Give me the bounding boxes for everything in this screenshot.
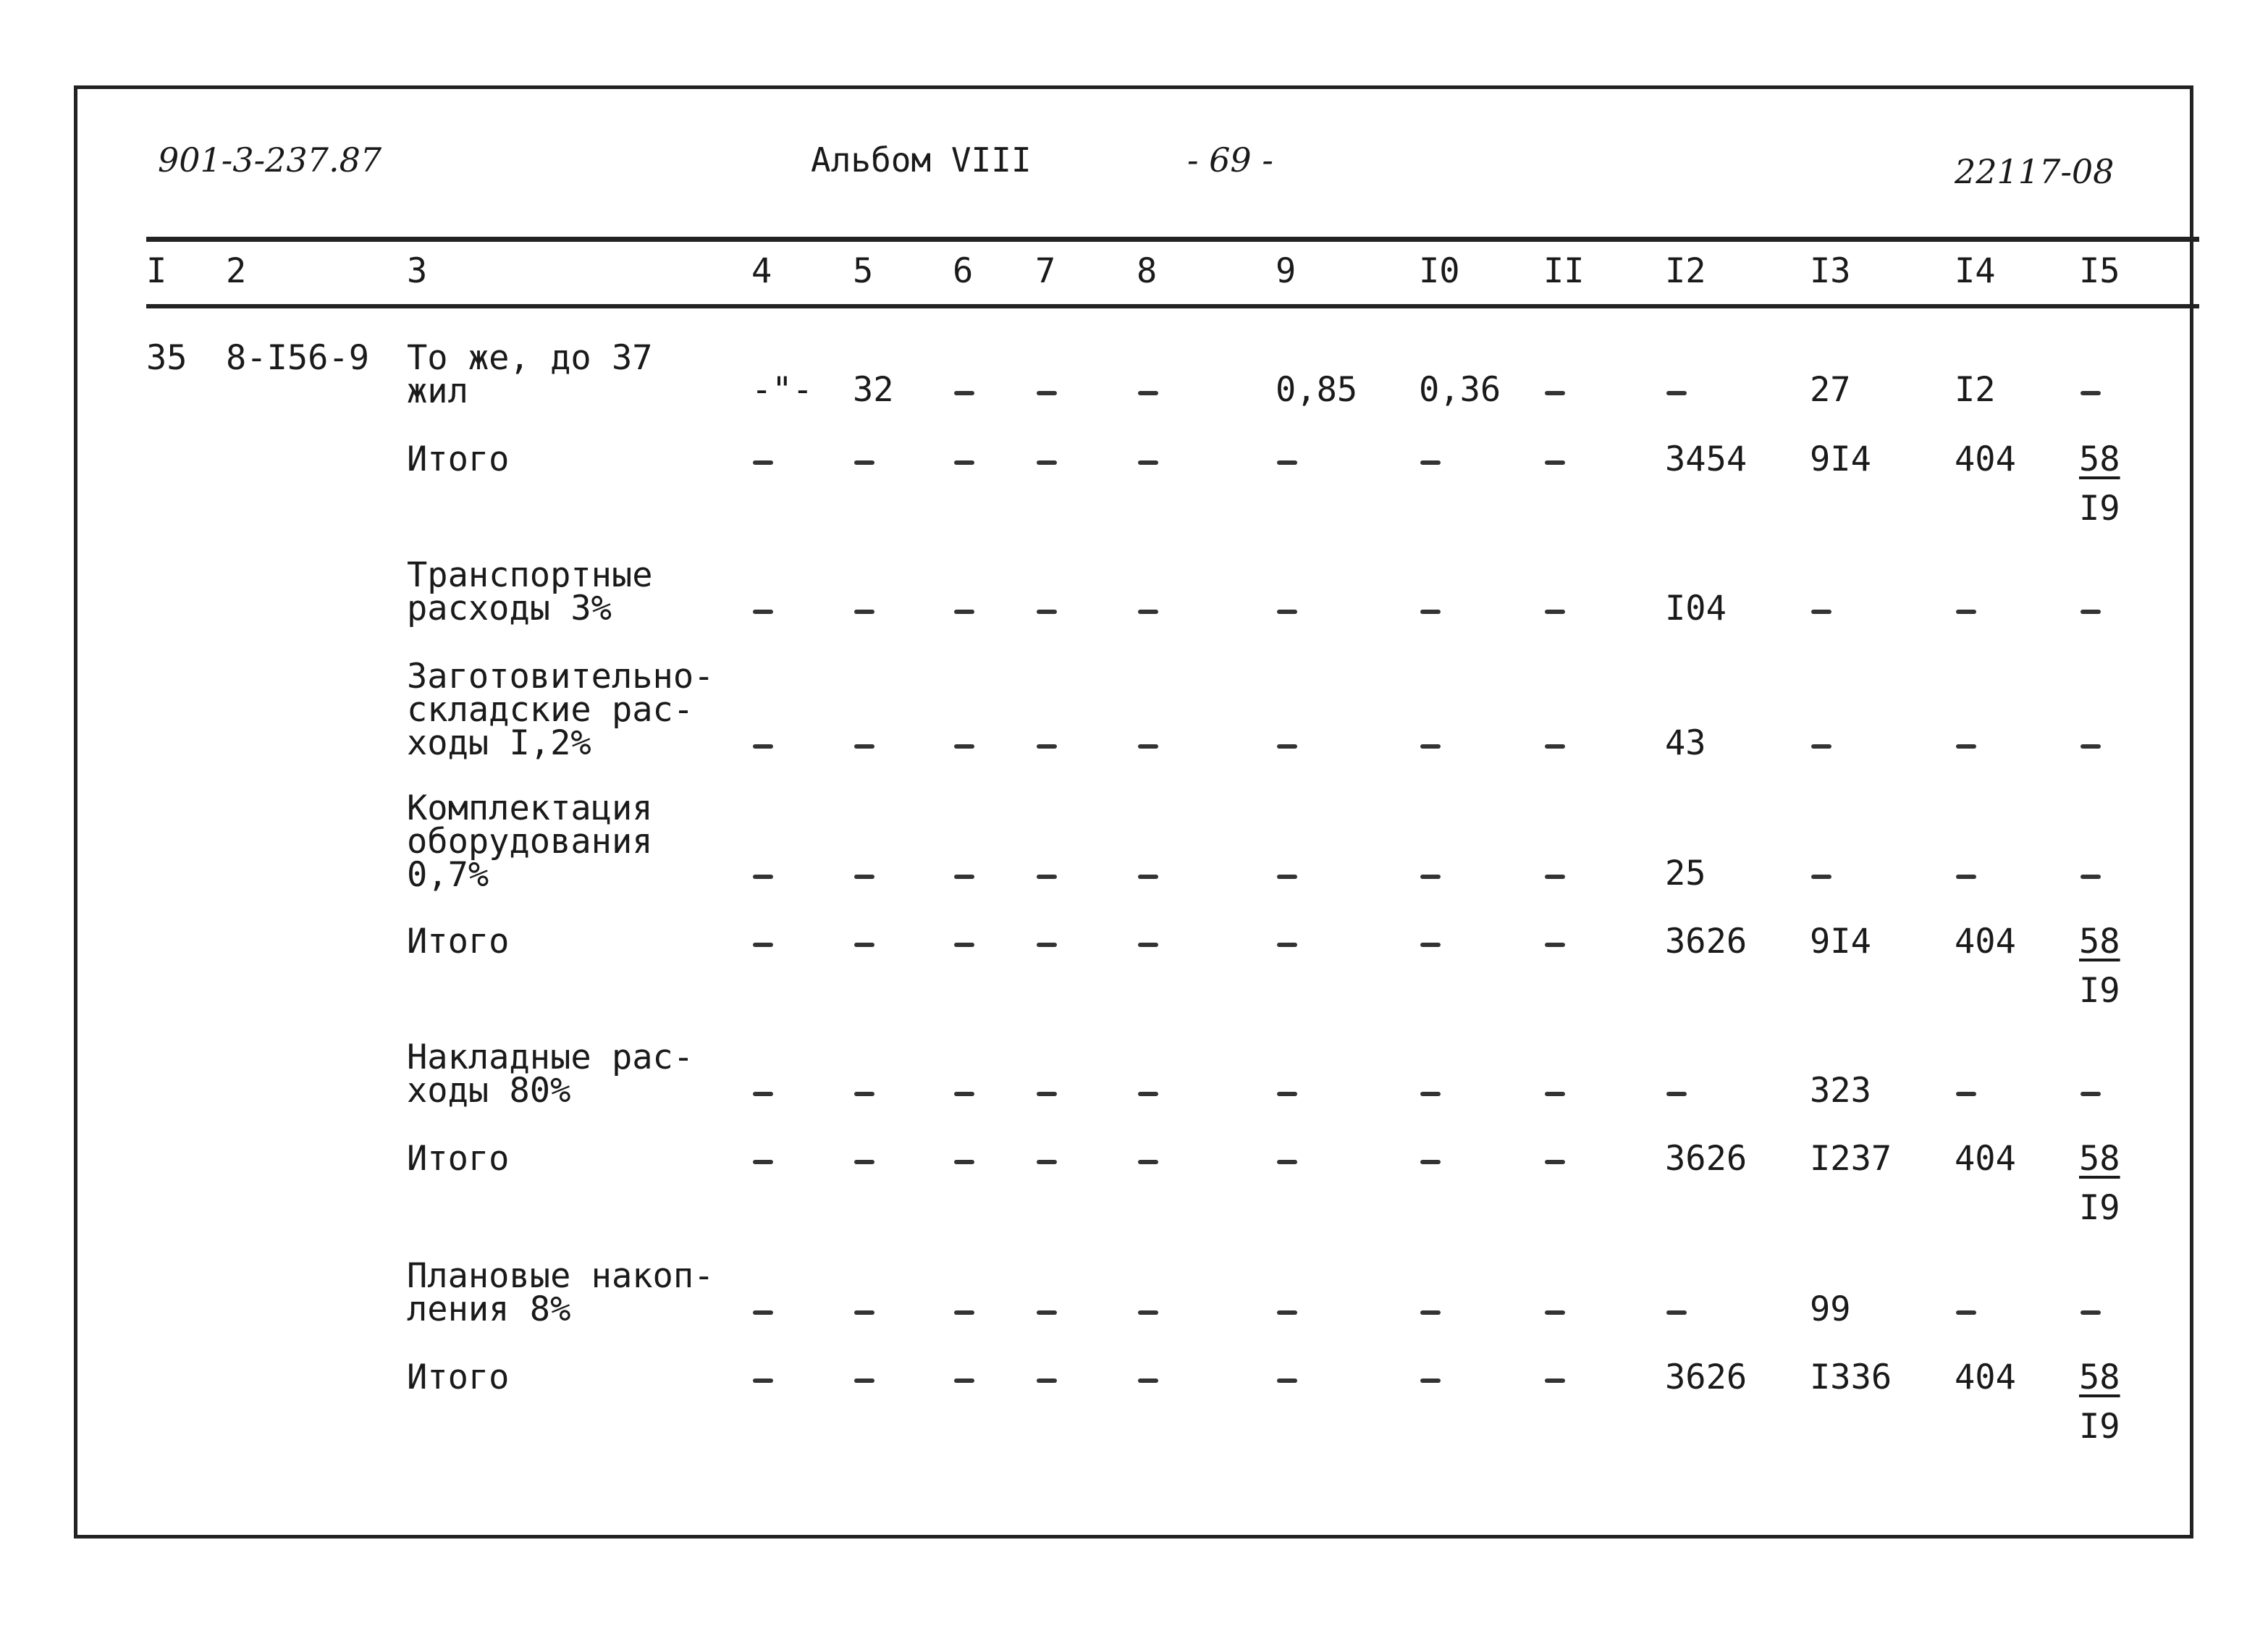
empty-value-dash [1545,744,1565,749]
empty-value-dash [854,610,874,614]
fraction-denominator: I9 [2079,1188,2120,1228]
empty-value-dash [1811,744,1831,749]
empty-value-dash [1545,1378,1565,1383]
empty-value-dash [1037,943,1057,947]
empty-value-dash [1277,610,1297,614]
cell-col-13: 9I4 [1810,922,1871,961]
row-description: То же, до 37 жил [407,338,653,411]
empty-value-dash [1138,610,1158,614]
cell-col-12: 3626 [1665,922,1748,961]
empty-value-dash [854,1310,874,1315]
cell-col-12: 3626 [1665,1358,1748,1397]
empty-value-dash [854,460,874,465]
row-description: Итого [407,1358,510,1397]
empty-value-dash [1545,391,1565,395]
row-description: Итого [407,922,510,961]
empty-value-dash [1138,391,1158,395]
cell-col-10: 0,36 [1419,370,1501,410]
empty-value-dash [1138,1160,1158,1164]
row-description: Итого [407,1139,510,1179]
album-title: Альбом VIII [811,140,1032,180]
empty-value-dash [954,1092,974,1096]
empty-value-dash [1420,744,1441,749]
row-description: Итого [407,439,510,479]
column-header-5: 5 [853,251,874,291]
column-header-12: I2 [1665,251,1706,291]
row-description: Транспортные расходы 3% [407,555,653,628]
row-description: Заготовительно- складские рас- ходы I,2% [407,657,714,763]
empty-value-dash [1420,460,1441,465]
empty-value-dash [1666,391,1687,395]
header-rule-bottom [146,304,2199,308]
column-header-14: I4 [1955,251,1996,291]
empty-value-dash [753,1160,773,1164]
cell-col-12: 25 [1665,854,1706,893]
header-rule-top [146,237,2199,242]
empty-value-dash [1138,875,1158,879]
empty-value-dash [2081,875,2101,879]
empty-value-dash [1138,1310,1158,1315]
fraction-denominator: I9 [2079,489,2120,529]
cell-col-12: 43 [1665,723,1706,763]
empty-value-dash [1811,875,1831,879]
empty-value-dash [954,1310,974,1315]
empty-value-dash [753,1378,773,1383]
cell-col-14: 404 [1955,1358,2016,1397]
empty-value-dash [1277,744,1297,749]
cell-col-14: 404 [1955,439,2016,479]
empty-value-dash [2081,1092,2101,1096]
column-header-6: 6 [953,251,974,291]
fraction-numerator: 58 [2079,1358,2120,1397]
fraction-value [2079,439,2120,529]
row-description: Накладные рас- ходы 80% [407,1037,694,1111]
empty-value-dash [1420,610,1441,614]
column-header-3: 3 [407,251,428,291]
row-code: 8-I56-9 [226,338,370,378]
cell-col-13: 27 [1810,370,1851,410]
empty-value-dash [1037,744,1057,749]
empty-value-dash [1956,744,1976,749]
empty-value-dash [1037,391,1057,395]
fraction-denominator: I9 [2079,1407,2120,1447]
fraction-value [2079,1139,2120,1228]
empty-value-dash [1420,1092,1441,1096]
empty-value-dash [1956,875,1976,879]
empty-value-dash [1037,1160,1057,1164]
empty-value-dash [1420,875,1441,879]
cell-col-14: I2 [1955,370,1996,410]
fraction-denominator: I9 [2079,971,2120,1011]
empty-value-dash [854,1092,874,1096]
empty-value-dash [1138,460,1158,465]
cell-col-12: 3454 [1665,439,1748,479]
empty-value-dash [753,943,773,947]
empty-value-dash [854,1378,874,1383]
column-header-2: 2 [226,251,247,291]
fraction-value [2079,922,2120,1011]
empty-value-dash [1545,1310,1565,1315]
cell-col-4: -"- [751,370,813,410]
empty-value-dash [1545,1092,1565,1096]
empty-value-dash [1545,943,1565,947]
empty-value-dash [854,744,874,749]
empty-value-dash [1037,1378,1057,1383]
empty-value-dash [1420,1378,1441,1383]
empty-value-dash [2081,610,2101,614]
inventory-number: 22117-08 [1955,152,2115,191]
fraction-numerator: 58 [2079,1139,2120,1179]
empty-value-dash [753,744,773,749]
empty-value-dash [753,610,773,614]
fraction-numerator: 58 [2079,922,2120,961]
cell-col-9: 0,85 [1276,370,1358,410]
empty-value-dash [1420,1310,1441,1315]
empty-value-dash [1545,460,1565,465]
column-header-4: 4 [751,251,772,291]
empty-value-dash [1277,943,1297,947]
empty-value-dash [1037,460,1057,465]
row-number: 35 [146,338,187,378]
empty-value-dash [1545,1160,1565,1164]
empty-value-dash [1037,1310,1057,1315]
page-number: - 69 - [1187,140,1273,180]
empty-value-dash [1545,610,1565,614]
empty-value-dash [2081,391,2101,395]
empty-value-dash [1037,875,1057,879]
empty-value-dash [854,1160,874,1164]
empty-value-dash [954,875,974,879]
empty-value-dash [753,1310,773,1315]
column-header-9: 9 [1276,251,1297,291]
cell-col-14: 404 [1955,1139,2016,1179]
empty-value-dash [1138,1092,1158,1096]
cell-col-14: 404 [1955,922,2016,961]
cell-col-13: 323 [1810,1071,1871,1111]
empty-value-dash [954,460,974,465]
column-header-7: 7 [1035,251,1056,291]
empty-value-dash [1666,1092,1687,1096]
column-header-8: 8 [1137,251,1158,291]
empty-value-dash [1956,1092,1976,1096]
empty-value-dash [954,610,974,614]
cell-col-13: 9I4 [1810,439,1871,479]
column-header-13: I3 [1810,251,1851,291]
empty-value-dash [1277,1310,1297,1315]
empty-value-dash [1037,610,1057,614]
empty-value-dash [1037,1092,1057,1096]
cell-col-12: I04 [1665,589,1727,628]
empty-value-dash [1138,744,1158,749]
empty-value-dash [1138,1378,1158,1383]
empty-value-dash [954,744,974,749]
column-header-11: II [1543,251,1585,291]
empty-value-dash [854,875,874,879]
empty-value-dash [1277,460,1297,465]
empty-value-dash [2081,744,2101,749]
empty-value-dash [753,875,773,879]
column-header-10: I0 [1419,251,1460,291]
cell-col-13: I237 [1810,1139,1892,1179]
empty-value-dash [1420,943,1441,947]
empty-value-dash [753,1092,773,1096]
empty-value-dash [1420,1160,1441,1164]
empty-value-dash [1277,1378,1297,1383]
empty-value-dash [1811,610,1831,614]
empty-value-dash [2081,1310,2101,1315]
empty-value-dash [854,943,874,947]
cell-col-5: 32 [853,370,894,410]
fraction-value [2079,1358,2120,1447]
doc-code: 901-3-237.87 [158,140,382,180]
empty-value-dash [1666,1310,1687,1315]
empty-value-dash [954,391,974,395]
empty-value-dash [1277,875,1297,879]
empty-value-dash [1956,610,1976,614]
cell-col-12: 3626 [1665,1139,1748,1179]
empty-value-dash [954,1378,974,1383]
empty-value-dash [954,943,974,947]
empty-value-dash [1277,1092,1297,1096]
column-header-1: I [146,251,167,291]
empty-value-dash [1277,1160,1297,1164]
cell-col-13: 99 [1810,1289,1851,1329]
empty-value-dash [753,460,773,465]
empty-value-dash [1138,943,1158,947]
row-description: Комплектация оборудования 0,7% [407,788,653,895]
empty-value-dash [1545,875,1565,879]
fraction-numerator: 58 [2079,439,2120,479]
cell-col-13: I336 [1810,1358,1892,1397]
column-header-15: I5 [2079,251,2120,291]
row-description: Плановые накоп- ления 8% [407,1256,714,1329]
empty-value-dash [954,1160,974,1164]
empty-value-dash [1956,1310,1976,1315]
